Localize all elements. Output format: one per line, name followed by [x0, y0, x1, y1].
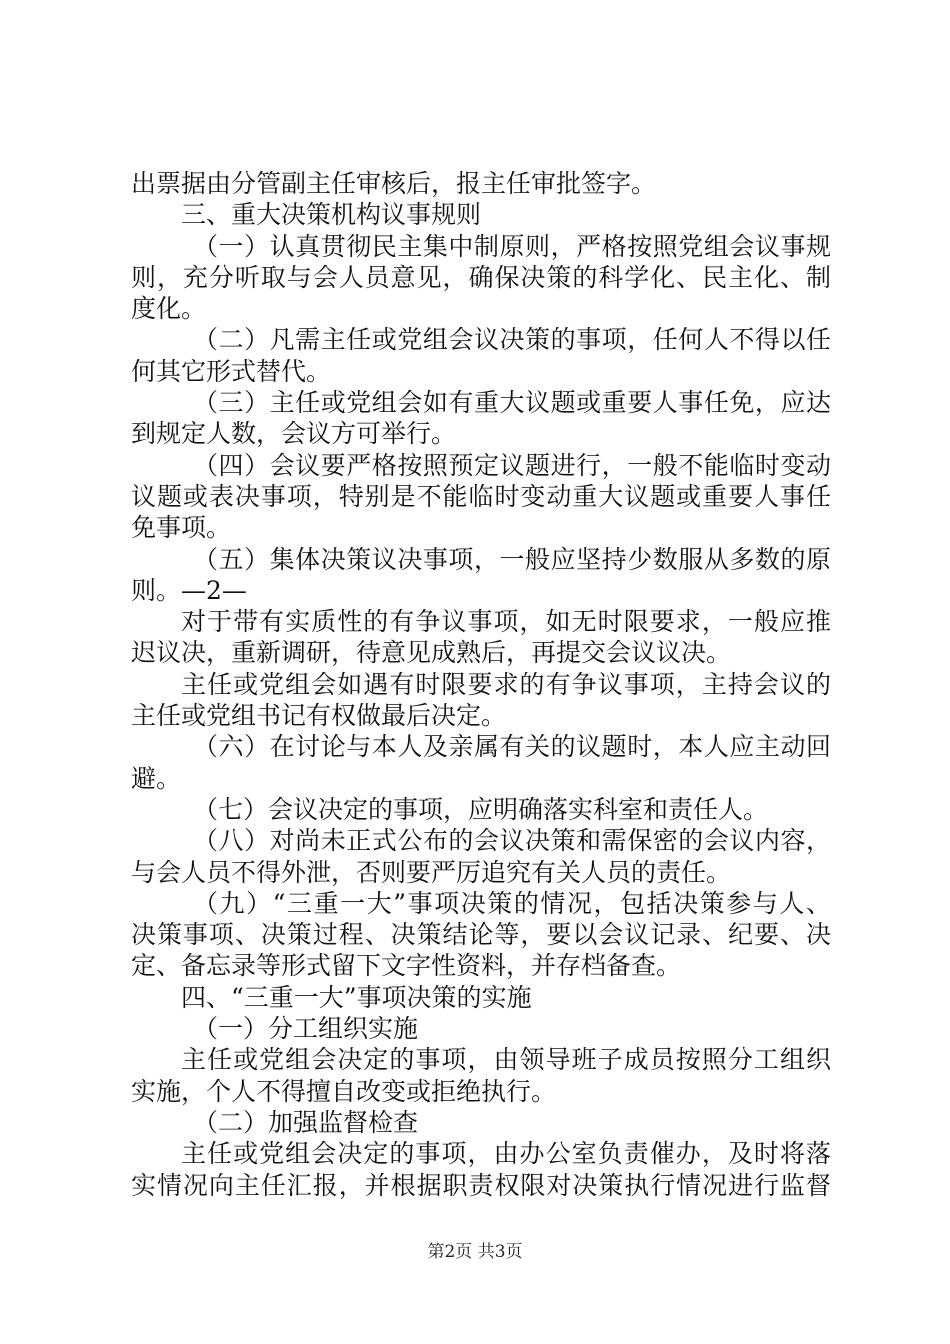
text-line: 决策事项、决策过程、决策结论等，要以会议记录、纪要、决: [131, 920, 831, 950]
page-number: 第2页 共3页: [427, 1242, 523, 1262]
section-heading: 三、重大决策机构议事规则: [181, 200, 482, 230]
text-line: 实情况向主任汇报，并根据职责权限对决策执行情况进行监督: [131, 1170, 831, 1200]
text-line: 免事项。: [131, 513, 232, 543]
text-line: 出票据由分管副主任审核后，报主任审批签字。: [131, 169, 657, 198]
section-heading: 四、“三重一大”事项决策的实施: [181, 982, 532, 1012]
text-line: 对于带有实质性的有争议事项，如无时限要求，一般应推: [181, 607, 831, 637]
text-line: （八）对尚未正式公布的会议决策和需保密的会议内容，: [193, 826, 831, 856]
text-line: 迟议决，重新调研，待意见成熟后，再提交会议议决。: [131, 638, 732, 668]
text-line: （六）在讨论与本人及亲属有关的议题时，本人应主动回: [193, 732, 831, 762]
text-line: （二）凡需主任或党组会议决策的事项，任何人不得以任: [193, 325, 831, 355]
text-line: 到规定人数，会议方可举行。: [131, 419, 457, 449]
text-line: （三）主任或党组会如有重大议题或重要人事任免，应达: [193, 388, 831, 418]
text-line: （一）认真贯彻民主集中制原则，严格按照党组会议事规: [193, 231, 831, 261]
text-line: 议题或表决事项，特别是不能临时变动重大议题或重要人事任: [131, 481, 831, 511]
text-line: 则，充分听取与会人员意见，确保决策的科学化、民主化、制: [131, 262, 831, 292]
text-line: （五）集体决策议决事项，一般应坚持少数服从多数的原: [193, 544, 831, 574]
text-line: （七）会议决定的事项，应明确落实科室和责任人。: [193, 794, 769, 824]
subsection-heading: （一）分工组织实施: [193, 1014, 419, 1044]
text-line: （四）会议要严格按照预定议题进行，一般不能临时变动: [193, 450, 831, 480]
text-line: 则。—2—: [131, 575, 247, 605]
text-line: 避。: [131, 763, 182, 793]
subsection-heading: （二）加强监督检查: [193, 1107, 419, 1137]
document-body: [131, 168, 831, 1201]
text-line: 定、备忘录等形式留下文字性资料，并存档备查。: [131, 951, 682, 981]
text-line: 主任或党组书记有权做最后决定。: [131, 701, 507, 731]
page-footer: [0, 1240, 950, 1264]
text-line: 主任或党组会决定的事项，由办公室负责催办，及时将落: [181, 1139, 831, 1169]
text-line: 度化。: [131, 294, 207, 324]
text-line: 与会人员不得外泄，否则要严厉追究有关人员的责任。: [131, 857, 732, 887]
text-line: 实施，个人不得擅自改变或拒绝执行。: [131, 1076, 557, 1106]
text-line: 主任或党组会决定的事项，由领导班子成员按照分工组织: [181, 1045, 831, 1075]
text-line: 何其它形式替代。: [131, 356, 332, 386]
text-line: 主任或党组会如遇有时限要求的有争议事项，主持会议的: [181, 669, 831, 699]
text-line: （九）“三重一大”事项决策的情况，包括决策参与人、: [193, 888, 831, 918]
